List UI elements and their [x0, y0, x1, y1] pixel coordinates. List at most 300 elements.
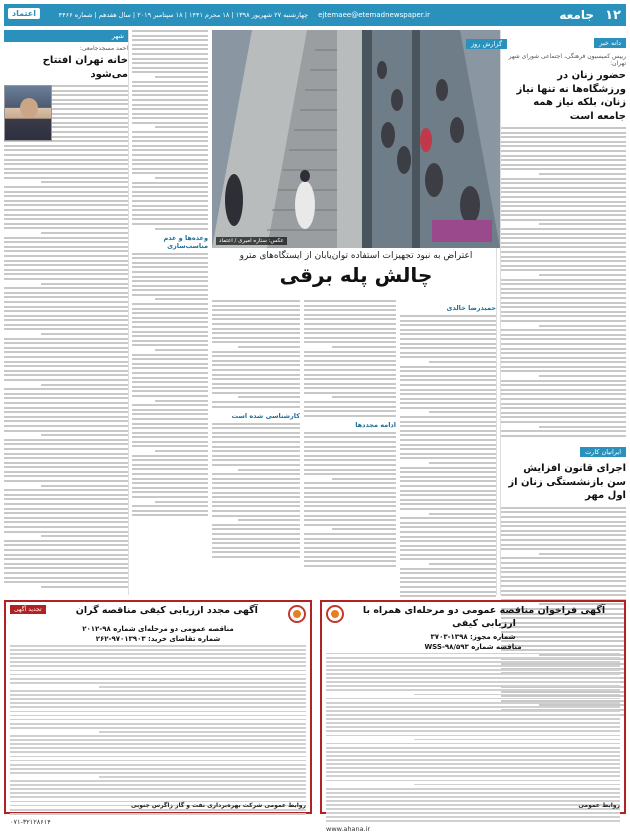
text-line: [326, 681, 620, 683]
text-line: [326, 657, 620, 659]
date-line: چهارشنبه ۲۷ شهریور ۱۳۹۸ | ۱۸ محرم ۱۴۴۱ | ۱۸ سپتامبر ۲۰۱۹ | سال هفدهم | شماره ۴۴۶۶: [58, 11, 309, 19]
text-line: [132, 117, 208, 119]
article-body: [304, 300, 396, 417]
text-line: [304, 314, 396, 316]
text-line: [304, 351, 396, 353]
text-line: [212, 341, 300, 343]
text-line: [212, 515, 300, 517]
text-line: [400, 425, 496, 427]
text-line: [400, 526, 496, 528]
ad-title: آگهی مجدد ارزیابی کیفی مناقصه گران: [75, 605, 258, 616]
text-line: [400, 499, 496, 501]
text-line: [132, 363, 208, 365]
text-line: [10, 661, 306, 663]
text-line: [212, 496, 300, 498]
text-line: [326, 698, 620, 700]
text-line: [132, 455, 208, 457]
text-line: [10, 645, 306, 647]
text-line: [326, 665, 620, 667]
text-line: [4, 457, 128, 459]
text-line: [400, 370, 496, 372]
text-line: [304, 551, 396, 553]
text-line: [212, 305, 300, 307]
text-line: [212, 547, 300, 549]
text-line: [501, 352, 626, 354]
text-line: [155, 177, 208, 179]
text-line: [304, 378, 396, 380]
text-line: [304, 355, 396, 357]
text-line: [4, 466, 128, 468]
text-line: [10, 739, 306, 741]
text-line: [132, 354, 208, 356]
text-line: [501, 594, 626, 596]
article-column-1: [400, 300, 496, 595]
ad-footer: روابط عمومی: [578, 802, 620, 809]
text-line: [400, 333, 496, 335]
text-line: [132, 48, 208, 50]
text-line: [10, 719, 306, 721]
text-line: [132, 71, 208, 73]
text-line: [501, 361, 626, 363]
article-body: [132, 30, 208, 230]
text-line: [132, 113, 208, 115]
text-line: [212, 528, 300, 530]
text-line: [10, 796, 306, 798]
text-line: [212, 533, 300, 535]
text-line: [304, 309, 396, 311]
text-line: [10, 772, 306, 774]
text-line: [326, 689, 620, 691]
text-line: [132, 514, 208, 516]
text-line: [400, 402, 496, 404]
text-line: [132, 262, 208, 264]
text-line: [400, 324, 496, 326]
right-subtitle: رییس کمیسیون فرهنگی، اجتماعی شورای شهر تهران:: [508, 53, 626, 67]
text-line: [4, 310, 128, 312]
text-line: [212, 459, 300, 461]
text-line: [4, 306, 128, 308]
text-line: [400, 421, 496, 423]
text-line: [4, 531, 128, 533]
text-line: [132, 67, 208, 69]
text-line: [132, 81, 208, 83]
text-line: [429, 513, 496, 515]
text-line: [4, 347, 128, 349]
text-line: [132, 209, 208, 211]
right-headline: حضور زنان در ورزشگاه‌ها نه تنها نیاز زنان، بلکه نیاز همه جامعه است: [516, 70, 626, 122]
text-line: [41, 485, 128, 487]
text-line: [400, 453, 496, 455]
text-line: [501, 370, 626, 372]
column-divider: [128, 30, 129, 595]
text-line: [501, 548, 626, 550]
text-line: [10, 653, 306, 655]
text-line: [326, 788, 620, 790]
ad-header: [10, 605, 306, 623]
text-line: [4, 204, 128, 206]
text-line: [212, 383, 300, 385]
text-line: [304, 524, 396, 526]
text-line: [501, 132, 626, 134]
text-line: [304, 401, 396, 403]
text-line: [132, 191, 208, 193]
text-line: [132, 478, 208, 480]
text-line: [4, 195, 128, 197]
text-line: [10, 665, 306, 667]
text-line: [326, 653, 620, 655]
text-line: [132, 140, 208, 142]
text-line: [132, 505, 208, 507]
text-line: [132, 404, 208, 406]
text-line: [10, 723, 306, 725]
text-line: [501, 516, 626, 518]
text-line: [10, 784, 306, 786]
text-line: [304, 369, 396, 371]
text-line: [212, 501, 300, 503]
text-line: [400, 549, 496, 551]
text-line: [304, 341, 396, 343]
text-line: [132, 418, 208, 420]
text-line: [132, 122, 208, 124]
text-line: [10, 764, 306, 766]
text-line: [4, 540, 128, 542]
text-line: [400, 494, 496, 496]
text-line: [501, 320, 626, 322]
text-line: [326, 735, 620, 737]
text-line: [429, 462, 496, 464]
text-line: [212, 487, 300, 489]
text-line: [501, 539, 626, 541]
text-line: [501, 315, 626, 317]
text-line: [4, 508, 128, 510]
text-line: [304, 473, 396, 475]
text-line: [132, 90, 208, 92]
text-line: [132, 294, 208, 296]
text-line: [501, 246, 626, 248]
escalator-photo: [212, 30, 500, 248]
text-line: [400, 320, 496, 322]
text-line: [400, 540, 496, 542]
text-line: [212, 314, 300, 316]
text-line: [400, 379, 496, 381]
article-body: [212, 300, 300, 408]
text-line: [326, 706, 620, 708]
text-line: [304, 492, 396, 494]
text-line: [132, 214, 208, 216]
text-line: [4, 241, 128, 243]
text-line: [501, 191, 626, 193]
text-line: [501, 159, 626, 161]
text-line: [41, 535, 128, 537]
text-line: [501, 269, 626, 271]
text-line: [4, 443, 128, 445]
text-line: [501, 265, 626, 267]
text-line: [132, 30, 208, 32]
text-line: [400, 457, 496, 459]
text-line: [10, 690, 306, 692]
text-line: [132, 285, 208, 287]
text-line: [4, 577, 128, 579]
text-line: [132, 432, 208, 434]
left-headline: خانه تهران افتتاح می‌شود: [42, 55, 128, 80]
text-line: [501, 403, 626, 405]
text-line: [4, 554, 128, 556]
text-line: [501, 279, 626, 281]
text-line: [400, 430, 496, 432]
company-emblem-icon: [326, 605, 344, 623]
text-line: [4, 172, 128, 174]
text-line: [501, 530, 626, 532]
text-line: [132, 186, 208, 188]
text-line: [238, 396, 300, 398]
text-line: [501, 233, 626, 235]
text-line: [4, 558, 128, 560]
text-line: [304, 337, 396, 339]
text-line: [414, 694, 620, 696]
text-line: [400, 356, 496, 358]
text-line: [4, 255, 128, 257]
text-line: [132, 372, 208, 374]
text-line: [4, 397, 128, 399]
text-line: [400, 476, 496, 478]
text-line: [4, 439, 128, 441]
text-line: [304, 510, 396, 512]
text-line: [501, 292, 626, 294]
text-line: [4, 388, 128, 390]
text-line: [4, 480, 128, 482]
text-line: [212, 450, 300, 452]
text-line: [501, 590, 626, 592]
text-line: [501, 557, 626, 559]
text-line: [304, 318, 396, 320]
text-line: [132, 149, 208, 151]
text-line: [10, 715, 306, 717]
text-line: [4, 393, 128, 395]
text-line: [501, 242, 626, 244]
text-line: [539, 426, 627, 428]
text-line: [429, 563, 496, 565]
text-line: [4, 328, 128, 330]
text-line: [132, 58, 208, 60]
text-line: [400, 352, 496, 354]
text-line: [212, 473, 300, 475]
text-line: [132, 459, 208, 461]
text-line: [155, 349, 208, 351]
text-line: [132, 62, 208, 64]
text-line: [132, 413, 208, 415]
text-line: [212, 378, 300, 380]
text-line: [501, 155, 626, 157]
byline: حمیدرضا خالدی: [446, 304, 496, 312]
text-line: [10, 694, 306, 696]
text-line: [132, 168, 208, 170]
text-line: [41, 181, 128, 183]
text-line: [501, 210, 626, 212]
text-line: [326, 673, 620, 675]
text-line: [4, 475, 128, 477]
middle-left-column: [132, 30, 208, 595]
text-line: [132, 367, 208, 369]
text-line: [501, 329, 626, 331]
text-line: [326, 714, 620, 716]
text-line: [501, 435, 626, 437]
text-line: [304, 300, 396, 302]
text-line: [414, 784, 620, 786]
text-line: [4, 361, 128, 363]
text-line: [304, 542, 396, 544]
text-line: [212, 360, 300, 362]
text-line: [501, 228, 626, 230]
text-line: [238, 346, 300, 348]
text-line: [4, 269, 128, 271]
text-line: [212, 464, 300, 466]
text-line: [4, 563, 128, 565]
text-line: [4, 159, 128, 161]
text-line: [304, 533, 396, 535]
text-line: [4, 370, 128, 372]
text-line: [501, 237, 626, 239]
text-line: [304, 383, 396, 385]
text-line: [539, 173, 627, 175]
text-line: [10, 788, 306, 790]
text-line: [501, 127, 626, 129]
text-line: [326, 722, 620, 724]
text-line: [212, 556, 300, 558]
text-line: [132, 377, 208, 379]
text-line: [212, 542, 300, 544]
text-line: [10, 674, 306, 676]
text-line: [304, 455, 396, 457]
text-line: [212, 432, 300, 434]
text-line: [400, 398, 496, 400]
text-line: [10, 751, 306, 753]
text-line: [326, 751, 620, 753]
text-line: [41, 232, 128, 234]
text-line: [132, 487, 208, 489]
text-line: [501, 338, 626, 340]
text-line: [132, 159, 208, 161]
ad-tag: تجدید آگهی: [10, 605, 46, 614]
text-line: [41, 586, 128, 588]
text-line: [132, 409, 208, 411]
text-line: [4, 430, 128, 432]
text-line: [501, 430, 626, 432]
text-line: [501, 421, 626, 423]
text-line: [4, 416, 128, 418]
text-line: [132, 53, 208, 55]
text-line: [332, 346, 396, 348]
email-address: ejtemaee@etemadnewspaper.ir: [318, 11, 430, 19]
text-line: [501, 302, 626, 304]
text-line: [304, 515, 396, 517]
text-line: [10, 702, 306, 704]
text-line: [326, 771, 620, 773]
text-line: [400, 407, 496, 409]
text-line: [10, 780, 306, 782]
text-line: [10, 747, 306, 749]
text-line: [501, 201, 626, 203]
text-line: [4, 287, 128, 289]
text-line: [501, 334, 626, 336]
text-line: [501, 256, 626, 258]
text-line: [132, 381, 208, 383]
text-line: [501, 398, 626, 400]
text-line: [212, 478, 300, 480]
text-line: [326, 702, 620, 704]
text-line: [304, 487, 396, 489]
text-line: [501, 145, 626, 147]
text-line: [132, 312, 208, 314]
text-line: [212, 318, 300, 320]
text-line: [41, 434, 128, 436]
text-line: [132, 390, 208, 392]
midleft-subhead: وعده‌ها و عدم مناسب‌سازی: [163, 233, 208, 250]
left-banner: شهر: [4, 30, 128, 42]
text-line: [400, 471, 496, 473]
text-line: [304, 556, 396, 558]
text-line: [132, 335, 208, 337]
text-line: [212, 387, 300, 389]
text-line: [4, 145, 128, 147]
text-line: [4, 163, 128, 165]
text-line: [501, 306, 626, 308]
text-line: [132, 154, 208, 156]
text-line: [304, 432, 396, 434]
tender-ad-right: [320, 600, 626, 833]
text-line: [326, 677, 620, 679]
text-line: [326, 718, 620, 720]
text-line: [212, 300, 300, 302]
text-line: [132, 423, 208, 425]
text-line: [212, 455, 300, 457]
text-line: [10, 760, 306, 762]
text-line: [400, 366, 496, 368]
text-line: [99, 686, 306, 688]
text-line: [326, 804, 620, 806]
text-line: [155, 400, 208, 402]
text-line: [132, 136, 208, 138]
text-line: [4, 498, 128, 500]
text-line: [4, 572, 128, 574]
text-line: [304, 360, 396, 362]
text-line: [212, 355, 300, 357]
text-line: [501, 562, 626, 564]
text-line: [501, 311, 626, 313]
text-line: [539, 325, 627, 327]
text-line: [99, 776, 306, 778]
text-line: [501, 544, 626, 546]
text-line: [400, 384, 496, 386]
text-line: [132, 257, 208, 259]
text-line: [4, 278, 128, 280]
text-line: [501, 393, 626, 395]
text-line: [326, 669, 620, 671]
text-line: [4, 186, 128, 188]
text-line: [501, 384, 626, 386]
right-kicker: دانه خبر: [594, 38, 626, 48]
text-line: [212, 401, 300, 403]
left-column: [4, 30, 128, 595]
text-line: [4, 567, 128, 569]
text-line: [400, 568, 496, 570]
text-line: [400, 572, 496, 574]
text-line: [10, 649, 306, 651]
text-line: [304, 436, 396, 438]
text-line: [400, 545, 496, 547]
text-line: [4, 218, 128, 220]
text-line: [501, 196, 626, 198]
escalator-image: [212, 30, 500, 248]
